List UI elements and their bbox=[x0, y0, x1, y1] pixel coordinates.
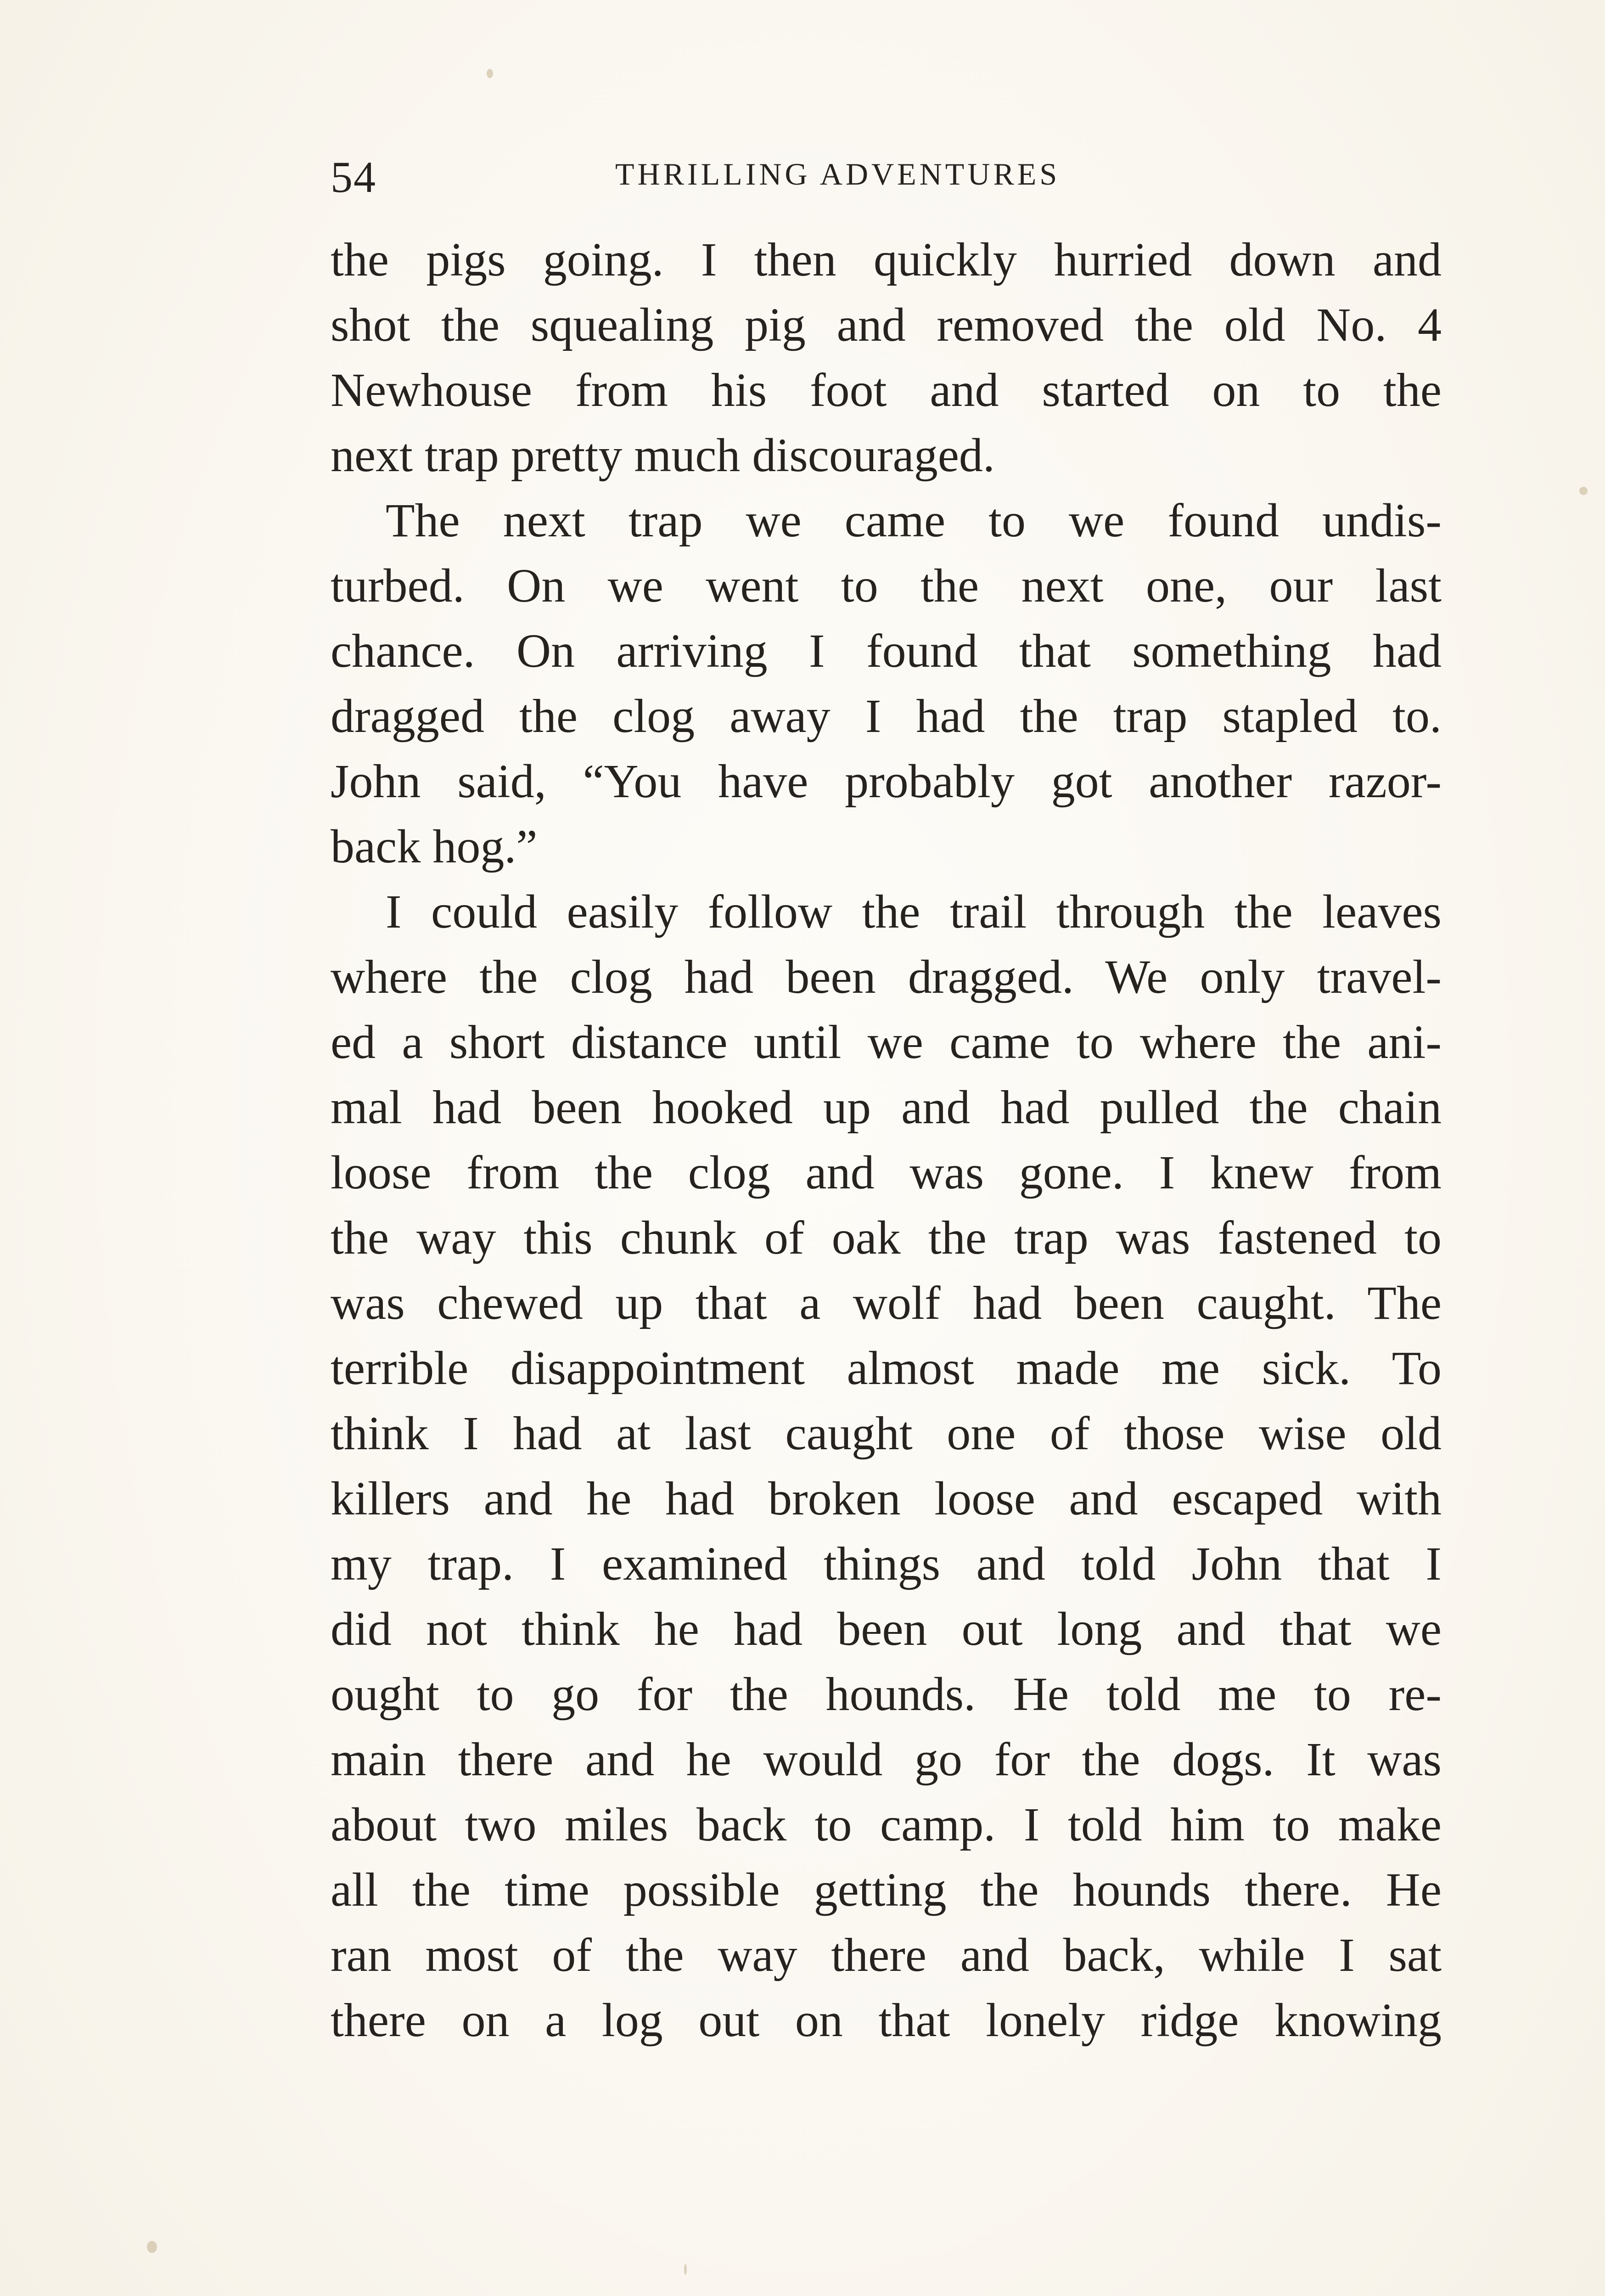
text-line: about two miles back to camp. I told him to make bbox=[331, 1798, 1442, 1851]
text-line: The next trap we came to we found undis- bbox=[386, 494, 1442, 547]
running-head: THRILLING ADVENTURES bbox=[615, 157, 1061, 191]
paper-speck bbox=[487, 69, 493, 78]
paper-speck bbox=[684, 2264, 687, 2275]
text-line: chance. On arriving I found that something had bbox=[331, 625, 1442, 677]
paper-speck bbox=[1579, 487, 1588, 495]
text-line: the pigs going. I then quickly hurried down and bbox=[331, 233, 1442, 286]
text-line: loose from the clog and was gone. I knew from bbox=[331, 1146, 1442, 1199]
text-line: turbed. On we went to the next one, our last bbox=[331, 559, 1442, 612]
text-line: dragged the clog away I had the trap stapled to. bbox=[331, 690, 1442, 743]
text-line: next trap pretty much discouraged. bbox=[331, 429, 995, 482]
text-line: Newhouse from his foot and started on to the bbox=[331, 364, 1442, 416]
text-line: think I had at last caught one of those wise old bbox=[331, 1407, 1442, 1460]
page-number: 54 bbox=[331, 152, 376, 202]
paper-speck bbox=[147, 2241, 157, 2253]
text-line: killers and he had broken loose and escaped with bbox=[331, 1472, 1442, 1525]
text-line: terrible disappointment almost made me sick. To bbox=[331, 1342, 1442, 1395]
text-line: ran most of the way there and back, while I sat bbox=[331, 1929, 1442, 1981]
text-line: ed a short distance until we came to where the ani- bbox=[331, 1016, 1442, 1069]
text-line: back hog.” bbox=[331, 820, 538, 873]
text-line: my trap. I examined things and told John that I bbox=[331, 1537, 1442, 1590]
text-line: I could easily follow the trail through the leaves bbox=[386, 885, 1442, 938]
text-line: main there and he would go for the dogs. It was bbox=[331, 1733, 1442, 1786]
text-line: all the time possible getting the hounds there. He bbox=[331, 1863, 1442, 1916]
page-header bbox=[331, 138, 1451, 220]
text-line: shot the squealing pig and removed the old No. 4 bbox=[331, 298, 1442, 351]
text-line: the way this chunk of oak the trap was fastened to bbox=[331, 1211, 1442, 1264]
text-line: where the clog had been dragged. We only travel- bbox=[331, 951, 1442, 1003]
text-line: mal had been hooked up and had pulled the chain bbox=[331, 1081, 1442, 1134]
text-line: did not think he had been out long and that we bbox=[331, 1603, 1442, 1655]
text-line: was chewed up that a wolf had been caught. The bbox=[331, 1277, 1442, 1329]
text-line: John said, “You have probably got another razor- bbox=[331, 755, 1442, 808]
text-line: there on a log out on that lonely ridge knowing bbox=[331, 1994, 1442, 2047]
text-line: ought to go for the hounds. He told me to re- bbox=[331, 1668, 1442, 1721]
body-text bbox=[331, 227, 1442, 2053]
